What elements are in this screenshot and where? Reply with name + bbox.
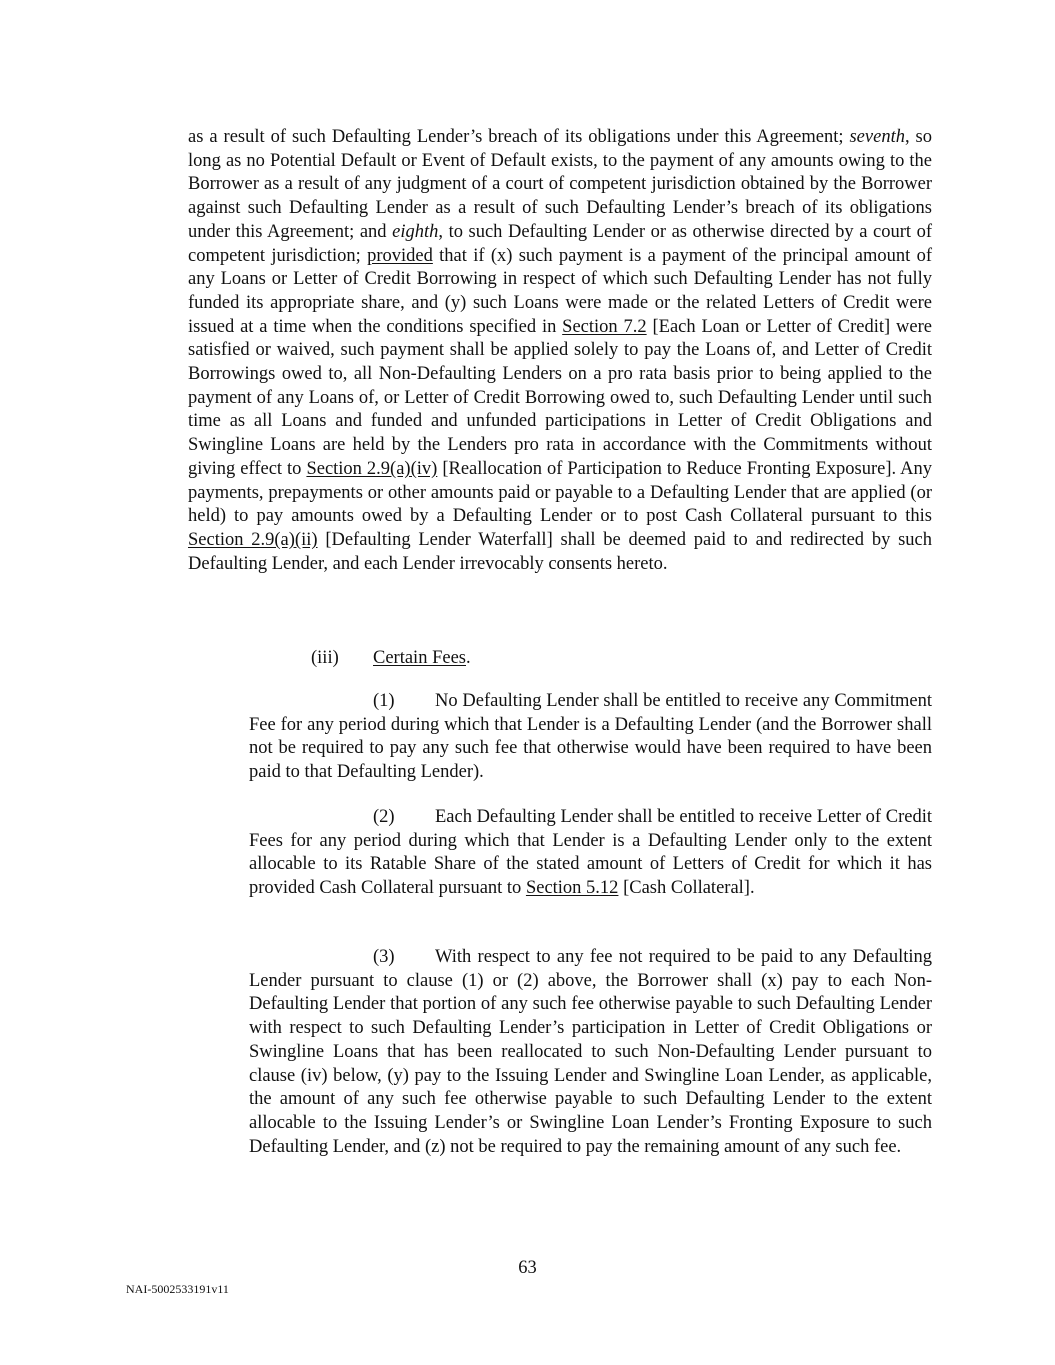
section-ref-2-9-a-ii: Section 2.9(a)(ii) xyxy=(188,529,318,550)
section-ref-2-9-a-iv: Section 2.9(a)(iv) xyxy=(306,458,438,479)
emphasis-seventh: seventh xyxy=(849,127,905,147)
subclause-number: (1) xyxy=(373,691,395,711)
text: , to such Defaulting Lender or as otherwise directed by a court of competent jurisdiction; xyxy=(188,221,932,266)
text: [Defaulting Lender Waterfall] shall be deemed paid to and redirected by such Defaulting Lender, and each Lender irrevocably consents hereto. xyxy=(188,529,933,574)
text: , so long as no Potential Default or Event of Default exists, to the payment of any amounts owing to the Borrower as a result of any judgment of a court of competent jurisdiction obtained by the Borrower against such Defaulting Lender as a result of such Defaulting Lender’s breach of its obligations under this Agreement; and xyxy=(188,127,932,242)
subclause-text: Each Defaulting Lender shall be entitled to receive Letter of Credit Fees for any period during which that Lender is a Defaulting Lender only to the extent allocable to its Ratable Share of the stated amount of Letters of Credit for which it has provided Cash Collateral pursuant to xyxy=(249,807,932,899)
text: as a result of such Defaulting Lender’s breach of its obligations under this Agreement; xyxy=(188,127,850,147)
section-heading-certain-fees xyxy=(311,647,471,671)
emphasis-eighth: eighth xyxy=(392,221,439,242)
subclause-text: No Defaulting Lender shall be entitled to receive any Commitment Fee for any period during which that Lender is a Defaulting Lender (and the Borrower shall not be required to pay any such fee that otherwise would have been required to have been paid to that Defaulting Lender). xyxy=(249,691,932,783)
section-ref-7-2: Section 7.2 xyxy=(562,316,647,337)
text: [Each Loan or Letter of Credit] were satisfied or waived, such payment shall be applied solely to pay the Loans of, and Letter of Credit Borrowings owed to, all Non-Defaulting Lenders on a pro rata basis prior to being applied to the payment of any Loans of, or Letter of Credit Borrowing owed to, such Defaulting Lender until such time as all Loans and funded and unfunded participations in Letter of Credit Obligations and Swingline Loans are held by the Lenders pro rata in accordance with the Commitments without giving effect to xyxy=(188,316,932,479)
subclause-number: (2) xyxy=(373,807,395,827)
page-number: 63 xyxy=(518,1258,537,1278)
heading-period: . xyxy=(466,648,471,668)
subclause-3 xyxy=(249,946,932,1159)
subclause-1 xyxy=(249,690,932,785)
heading-number: (iii) xyxy=(311,648,339,668)
section-ref-5-12: Section 5.12 xyxy=(525,878,619,899)
subclause-text: With respect to any fee not required to be paid to any Defaulting Lender pursuant to clause (1) or (2) above, the Borrower shall (x) pay to each Non-Defaulting Lender that portion of any such fee otherwise payable to such Defaulting Lender with respect to such Defaulting Lender’s participation in Letter of Credit Obligations or Swingline Loans that has been reallocated to such Non-Defaulting Lender pursuant to clause (iv) below, (y) pay to the Issuing Lender and Swingline Loan Lender, as applicable, the amount of any such fee otherwise payable to such Defaulting Lender to the extent allocable to the Issuing Lender’s or Swingline Loan Lender’s Fronting Exposure to such Defaulting Lender, and (z) not be required to pay the remaining amount of any such fee. xyxy=(249,947,932,1157)
paragraph-defaulting-lender-waterfall xyxy=(188,126,932,576)
subclause-text: [Cash Collateral]. xyxy=(618,878,755,899)
heading-title: Certain Fees xyxy=(373,648,466,668)
document-id: NAI-5002533191v11 xyxy=(126,1282,229,1296)
term-provided: provided xyxy=(367,245,433,266)
text: that if (x) such payment is a payment of the principal amount of any Loans or Letter of Credit Borrowing in respect of which such Defaulting Lender has not fully funded its appropriate share, and (y) such Loans were made or the related Letters of Credit were issued at a time when the conditions specified in xyxy=(188,245,932,337)
subclause-number: (3) xyxy=(373,947,395,967)
text: [Reallocation of Participation to Reduce Fronting Exposure]. Any payments, prepayments or other amounts paid or payable to a Defaulting Lender that are applied (or held) to pay amounts owed by a Defaulting Lender or to post Cash Collateral pursuant to this xyxy=(188,458,932,527)
subclause-2 xyxy=(249,806,932,901)
